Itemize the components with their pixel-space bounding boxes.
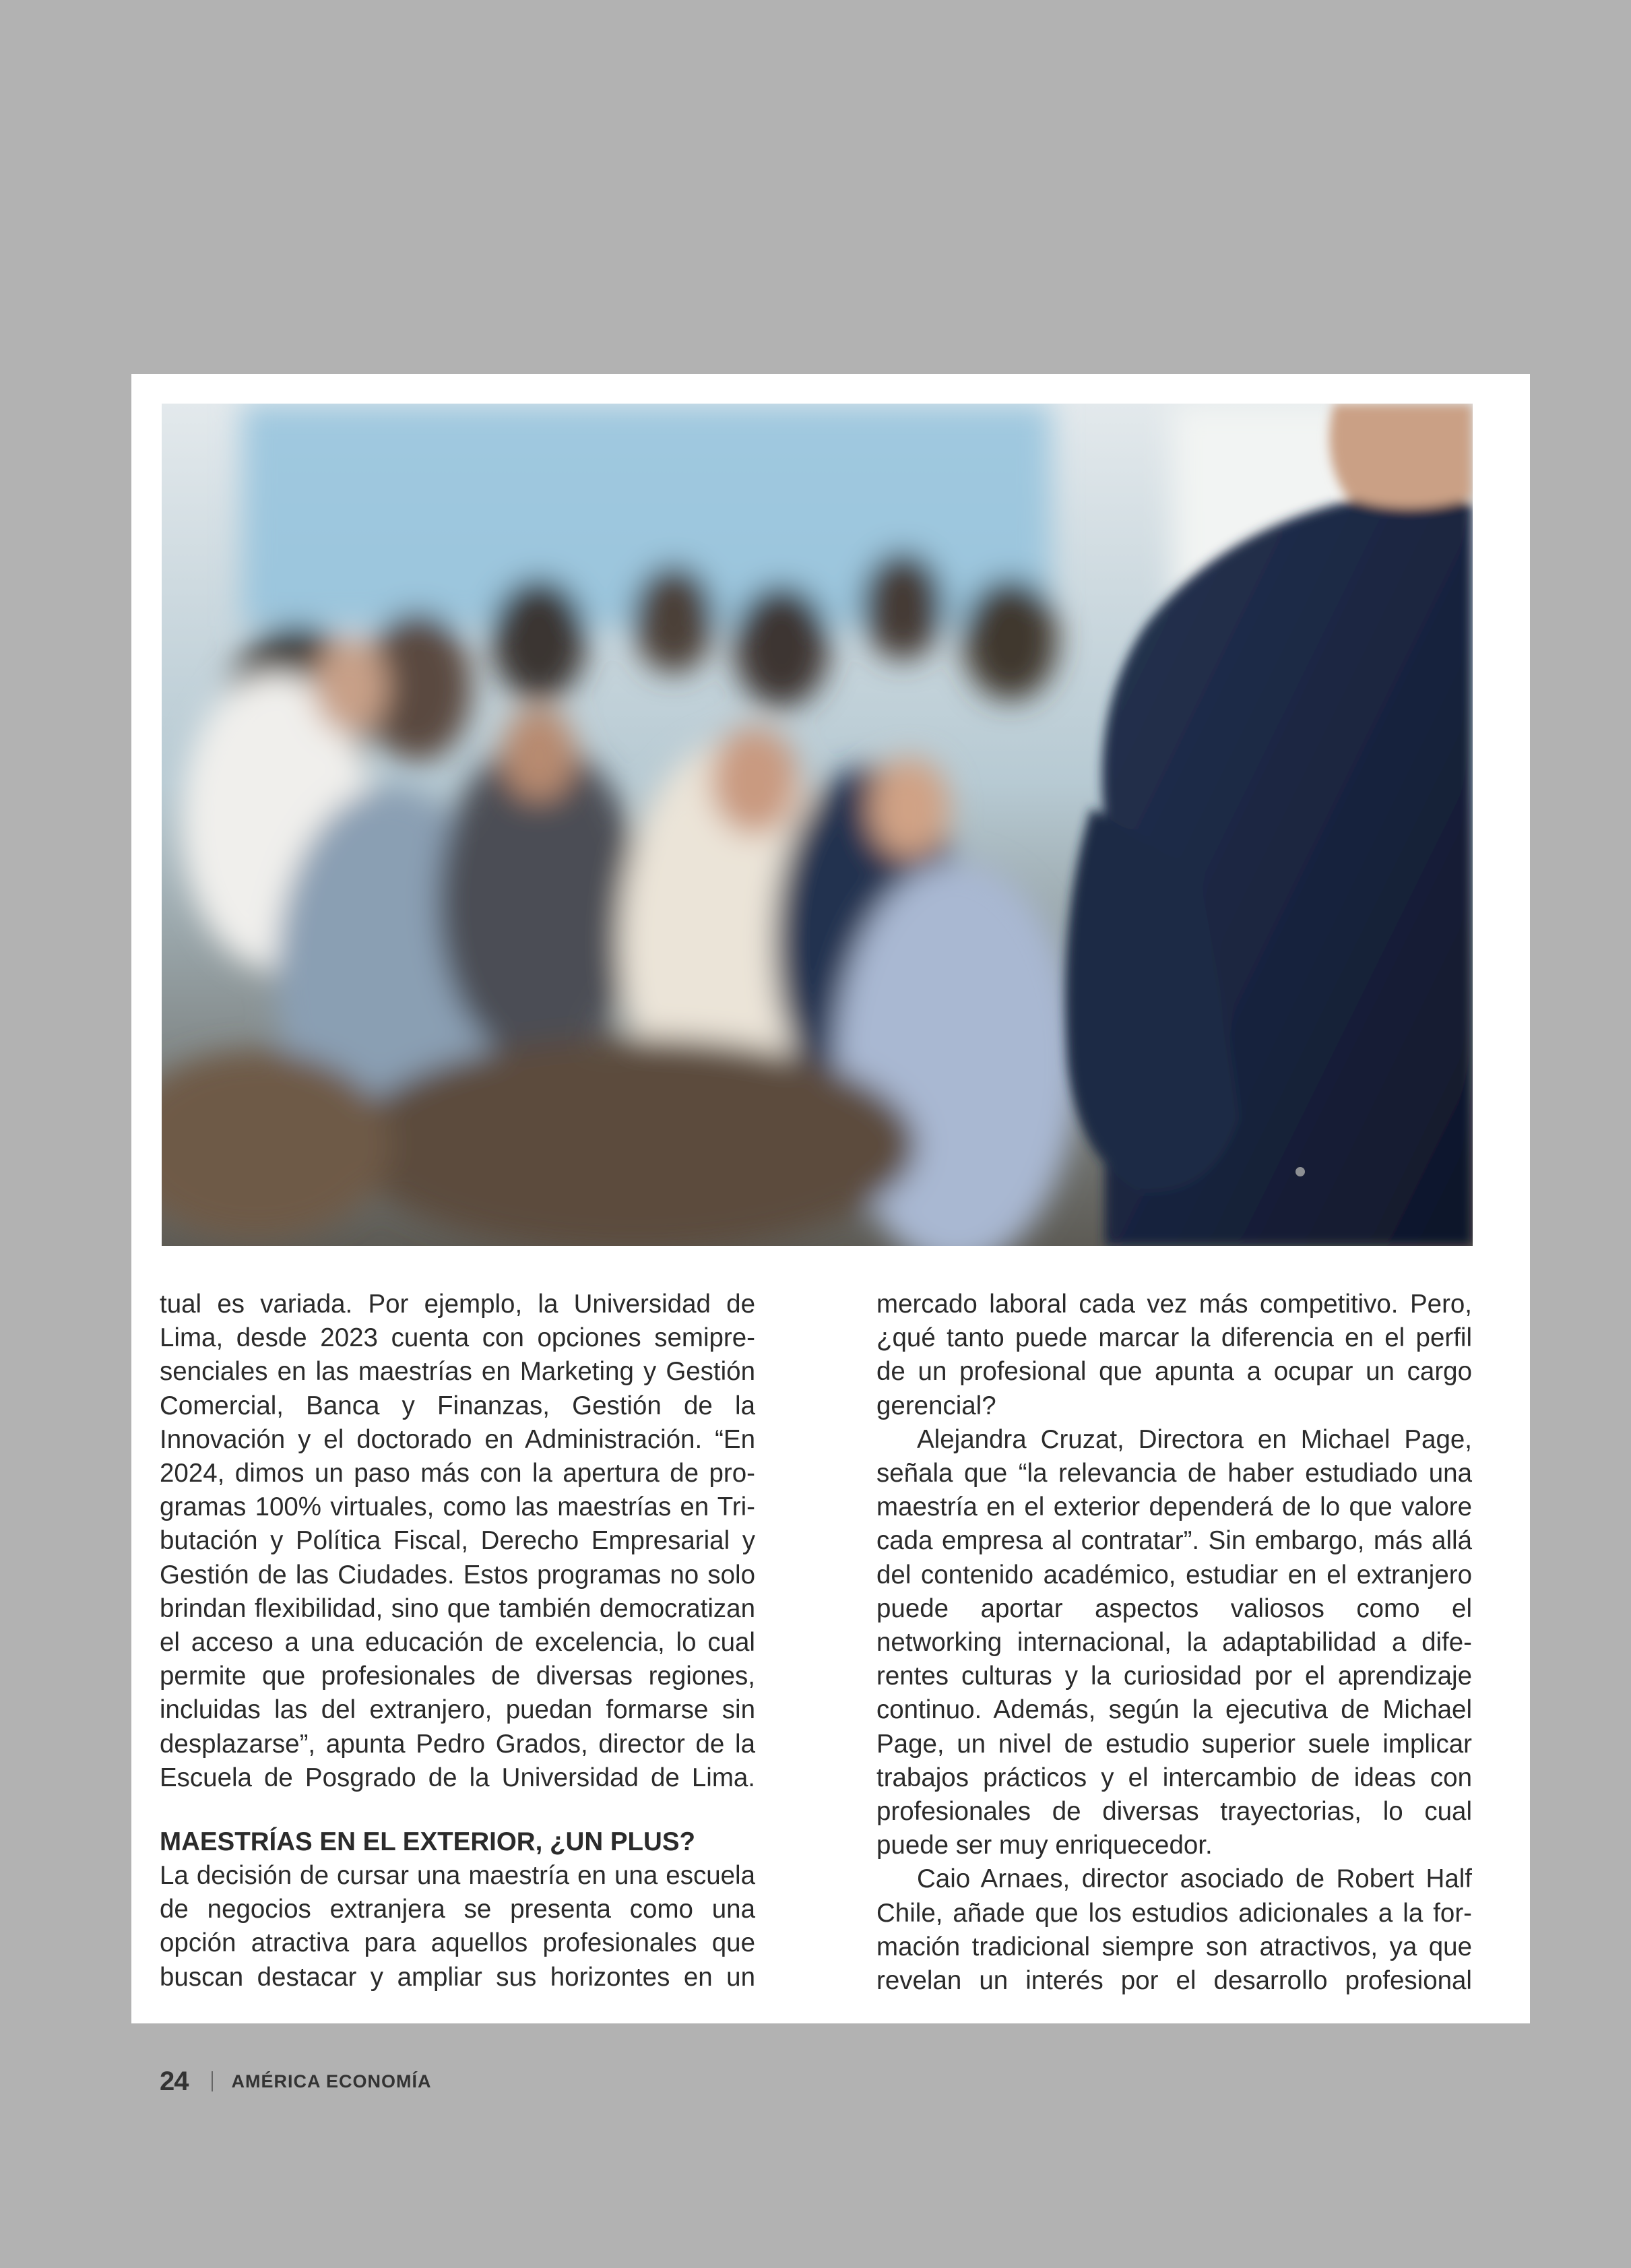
page-number: 24 xyxy=(160,2066,189,2096)
body-paragraph: La decisión de cursar una maestría en una escuela de negocios extranjera se presenta como una opción atractiva para aquellos profesionales que buscan destacar y ampliar sus horizontes en un xyxy=(160,1861,755,1992)
photo-icon xyxy=(162,404,1473,1246)
section-heading: MAESTRÍAS EN EL EXTERIOR, ¿UN PLUS? xyxy=(160,1827,696,1857)
magazine-name: AMÉRICA ECONOMÍA xyxy=(231,2071,432,2091)
footer-divider xyxy=(212,2071,213,2091)
left-column xyxy=(160,1288,755,1994)
page-footer xyxy=(160,2065,432,2098)
right-column xyxy=(876,1288,1472,1998)
page-card xyxy=(131,374,1530,2023)
body-paragraph: tual es variada. Por ejemplo, la Universidad de Lima, desde 2023 cuenta con opciones semipresenciales en las maestrías en Marketing y Gestión Comercial, Banca y Finanzas, Gestión de la Innovación y el doctorado en Administración. “En 2024, dimos un paso más con la apertura de programas 100% virtuales, como las maestrías en Tributación y Política Fiscal, Derecho Empresarial y Gestión de las Ciudades. Estos programas no solo brindan flexibilidad, sino que también democratizan el acceso a una educación de excelencia, lo cual permite que profesionales de diversas regiones, incluidas las del extranjero, puedan formarse sin desplazarse”, apunta Pedro Grados, director de la Escuela de Posgrado de la Universidad de Lima. xyxy=(160,1290,755,1792)
body-paragraph: mercado laboral cada vez más competitivo. Pero, ¿qué tanto puede marcar la diferencia en el perfil de un profesional que apunta a ocupar un cargo gerencial? xyxy=(876,1290,1472,1420)
conference-photo xyxy=(162,404,1473,1246)
body-paragraph: Caio Arnaes, director asociado de Robert Half Chile, añade que los estudios adicionales a la formación tradicional siempre son atractivos, ya que revelan un interés por el desarrollo profesional xyxy=(876,1864,1472,1996)
body-paragraph: Alejandra Cruzat, Directora en Michael Page, señala que “la relevancia de haber estudiado una maestría en el exterior dependerá de lo que valore cada empresa al contratar”. Sin embargo, más allá del contenido académico, estudiar en el extranjero puede aportar aspectos valiosos como el networking internacional, la adaptabilidad a diferentes culturas y la curiosidad por el aprendizaje continuo. Además, según la ejecutiva de Michael Page, un nivel de estudio superior suele implicar trabajos prácticos y el intercambio de ideas con profesionales de diversas trayectorias, lo cual puede ser muy enriquecedor. xyxy=(876,1424,1472,1860)
